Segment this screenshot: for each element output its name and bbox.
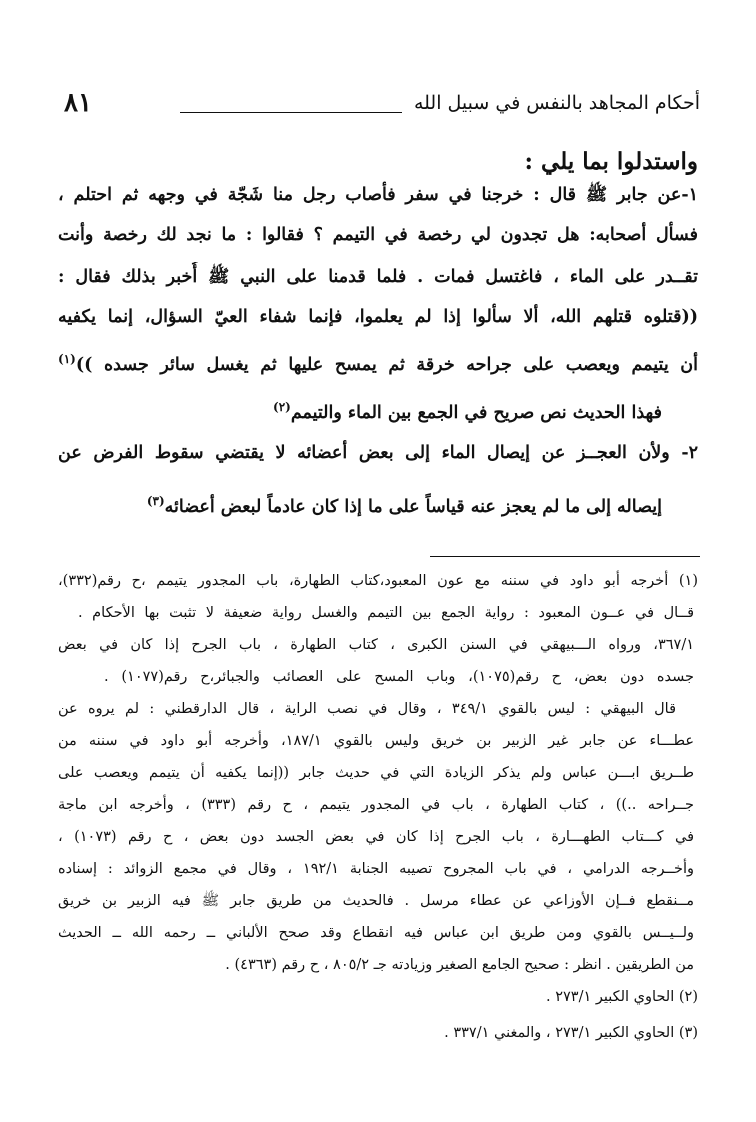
footnote-line: (١) أخرجه أبو داود في سننه مع عون المعبود،كتاب الطهارة، باب المجدور يتيمم ،ح رقم(٣٣٢)، [58,573,698,589]
footnote-line: من الطريقين . انظر : صحيح الجامع الصغير وزيادته جـ ٨٠٥/٢ ، ح رقم (٤٣٦٣) . [225,957,694,973]
footnote-line: مــنقطع فــإن الأوزاعي عن عطاء مرسل . فالحديث من طريق جابر ﷺ فيه الزبير بن خريق [58,893,694,909]
page-number: ٨١ [64,88,92,118]
body-line: ١-عن جابر ﷺ قال : خرجنا في سفر فأصاب رجل منا شَجّة في وجهه ثم احتلم ، [58,185,698,205]
body-line [58,344,698,380]
footnote-line: جــراحه ..)) ، كتاب الطهارة ، باب في المجدور يتيمم ، ح رقم (٣٣٣) ، وأخرجه ابن ماجة [58,797,694,813]
footnote-line: ٣٦٧/١، ورواه الـــبيهقي في السنن الكبرى ، كتاب الطهارة ، باب الجرح إذا كان في بعض [58,637,694,653]
body-line: ((قتلوه قتلهم الله، ألا سألوا إذا لم يعلموا، فإنما شفاء العيّ السؤال، إنما يكفيه [58,307,698,327]
footnote-line: قال البيهقي : ليس بالقوي ٣٤٩/١ ، وقال في نصب الراية ، قال الدارقطني : لم يروه عن [58,701,676,717]
footnote-line: وأخــرجه الدرامي ، في باب المجروح تصيبه الجنابة ١٩٢/١ ، وقال في مجمع الزوائد : إسناده [58,861,694,877]
footnote-line: في كـــتاب الطهـــارة ، باب الجرح إذا كان في بعض الجسد دون بعض ، ح رقم (١٠٧٣) ، [58,829,694,845]
footnote-line: ولــيــس بالقوي ومن طريق ابن عباس فيه انقطاع وقد صحح الألباني ــ رحمه الله ــ الحديث [58,925,694,941]
footnote-line: جسده دون بعض، ح رقم(١٠٧٥)، وباب المسح على العصائب والجبائر،ح رقم(١٠٧٧) . [104,669,694,685]
footnote-line: (٢) الحاوي الكبير ٢٧٣/١ . [545,989,698,1005]
body-line-text: أن يتيمم ويعصب على جراحه خرقة ثم يمسح عليها ثم يغسل سائر جسده )) [75,354,698,375]
footnote-line: (٣) الحاوي الكبير ٢٧٣/١ ، والمغني ٣٣٧/١ . [444,1025,698,1041]
footnote-ref-1: (١) [58,352,76,366]
footnote-ref-2: (٢) [273,400,291,414]
section-heading: واستدلوا بما يلي : [524,148,698,175]
body-line-text: فهذا الحديث نص صريح في الجمع بين الماء والتيمم [290,402,662,423]
footnote-separator [430,556,700,557]
body-line [102,392,662,428]
page-header [60,88,700,128]
body-line: تقــدر على الماء ، فاغتسل فمات . فلما قدمنا على النبي ﷺ أُخبر بذلك فقال : [58,267,698,287]
footnote-line: عطـــاء عن جابر غير الزبير بن خريق وليس بالقوي ١٨٧/١، وأخرجه أبو داود في سننه من [58,733,694,749]
body-line-text: إيصاله إلى ما لم يعجز عنه قياساً على ما إذا كان عادماً لبعض أعضائه [164,496,662,517]
footnote-line: قــال في عــون المعبود : رواية الجمع بين التيمم والغسل رواية ضعيفة لا تثبت بها الأحكام . [78,605,694,621]
body-line: فسأل أصحابه: هل تجدون لي رخصة في التيمم ؟ فقالوا : ما نجد لك رخصة وأنت [58,225,698,245]
footnote-ref-3: (٣) [146,494,165,508]
running-title: أحكام المجاهد بالنفس في سبيل الله [413,92,700,114]
footnote-line: طــريق ابـــن عباس ولم يذكر الزيادة التي في حديث جابر ((إنما يكفيه أن يتيمم ويعصب على [58,765,694,781]
header-rule [180,112,402,113]
body-line: ٢- ولأن العجــز عن إيصال الماء إلى بعض أعضائه لا يقتضي سقوط الفرض عن [58,443,698,463]
body-line [58,486,662,522]
